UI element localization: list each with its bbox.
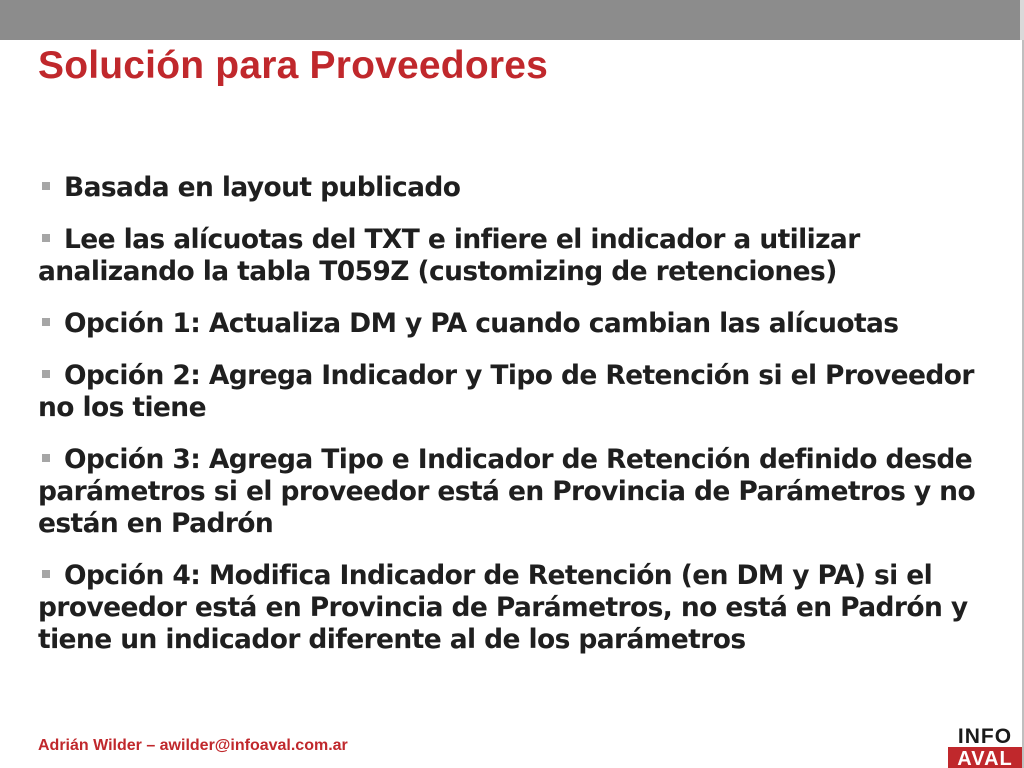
- svg-text:INFO: INFO: [957, 725, 1013, 748]
- bullet-text: Lee las alícuotas del TXT e infiere el indicador a utilizar analizando la tabla T059Z (customizing de retenciones): [38, 224, 860, 287]
- square-bullet-icon: [42, 454, 50, 462]
- bullet-text: Basada en layout publicado: [64, 172, 461, 203]
- square-bullet-icon: [42, 234, 50, 242]
- slide-title: Solución para Proveedores: [38, 44, 549, 87]
- bullet-list: [38, 172, 978, 676]
- bullet-text: Opción 1: Actualiza DM y PA cuando cambian las alícuotas: [64, 308, 899, 339]
- square-bullet-icon: [42, 370, 50, 378]
- footer-author: Adrián Wilder – awilder@infoaval.com.ar: [38, 737, 348, 754]
- bullet-item: [38, 360, 978, 424]
- infoaval-logo: [948, 723, 1022, 768]
- top-bar: [0, 0, 1024, 40]
- bullet-item: [38, 172, 978, 204]
- svg-text:AVAL: AVAL: [957, 748, 1013, 768]
- bullet-text: Opción 4: Modifica Indicador de Retención (en DM y PA) si el proveedor está en Provincia de Parámetros, no está en Padrón y tiene un indicador diferente al de los parámetros: [38, 560, 968, 655]
- bullet-item: [38, 308, 978, 340]
- bullet-item: [38, 560, 978, 656]
- bullet-text: Opción 2: Agrega Indicador y Tipo de Retención si el Proveedor no los tiene: [38, 360, 974, 423]
- bullet-item: [38, 444, 978, 540]
- square-bullet-icon: [42, 182, 50, 190]
- bullet-item: [38, 224, 978, 288]
- square-bullet-icon: [42, 570, 50, 578]
- bullet-text: Opción 3: Agrega Tipo e Indicador de Retención definido desde parámetros si el proveedor está en Provincia de Parámetros y no están en Padrón: [38, 444, 976, 539]
- top-bar-edge: [1020, 0, 1024, 40]
- square-bullet-icon: [42, 318, 50, 326]
